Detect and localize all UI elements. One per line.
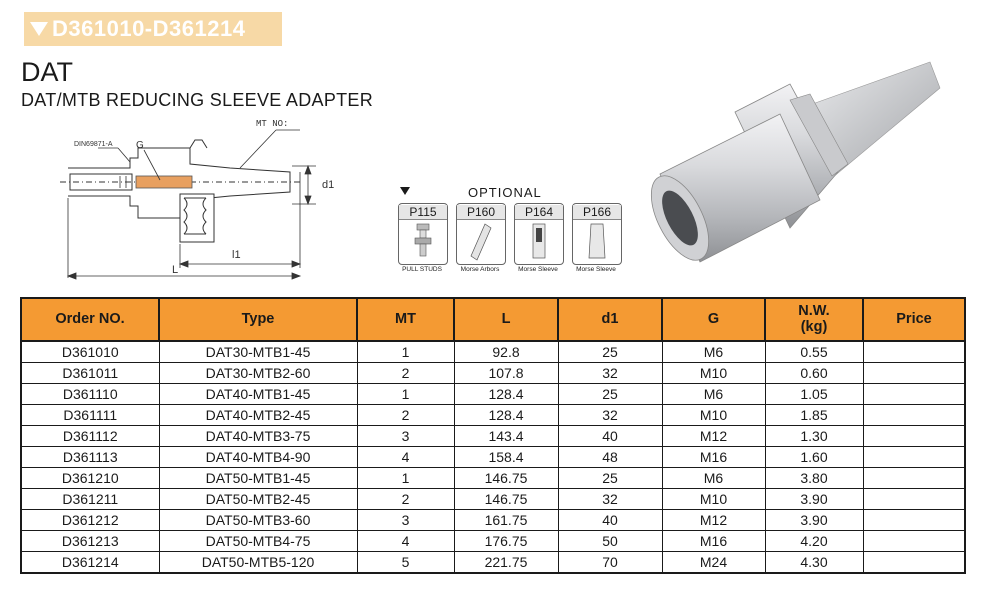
technical-drawing [60,118,360,288]
table-row [21,489,965,510]
cell-mt: 3 [357,510,454,531]
option-caption: Morse Sleeve [576,266,616,273]
cell-g: M6 [662,468,765,489]
cell-l: 146.75 [454,468,558,489]
cell-nw: 1.30 [765,426,863,447]
cell-d1: 32 [558,363,662,384]
cell-nw: 0.60 [765,363,863,384]
cell-l: 161.75 [454,510,558,531]
cell-l: 176.75 [454,531,558,552]
column-header-l: L [454,298,558,341]
optional-item-p115 [398,203,448,265]
option-caption: Morse Sleeve [518,266,558,273]
column-header-g: G [662,298,765,341]
table-header-row [21,298,965,341]
cell-price [863,489,965,510]
cell-price [863,405,965,426]
d1-label: d1 [322,179,335,191]
table-row [21,363,965,384]
cell-nw: 3.90 [765,510,863,531]
table-row [21,552,965,574]
cell-d1: 32 [558,489,662,510]
optional-item-p164 [514,203,564,265]
page-subtitle: DAT/MTB REDUCING SLEEVE ADAPTER [21,90,374,110]
table-row [21,384,965,405]
cell-nw: 3.80 [765,468,863,489]
cell-price [863,426,965,447]
cell-price [863,510,965,531]
cell-mt: 1 [357,468,454,489]
cell-order-no: D361213 [21,531,159,552]
cell-l: 146.75 [454,489,558,510]
morse-arbor-icon [457,220,505,264]
cell-price [863,531,965,552]
cell-type: DAT50-MTB1-45 [159,468,357,489]
column-header-price: Price [863,298,965,341]
optional-title: OPTIONAL [468,185,542,200]
cell-nw: 4.20 [765,531,863,552]
cell-type: DAT40-MTB3-75 [159,426,357,447]
column-header-mt: MT [357,298,454,341]
cell-mt: 1 [357,384,454,405]
cell-g: M24 [662,552,765,574]
option-code: P164 [515,205,563,220]
cell-price [863,552,965,574]
optional-item-p166 [572,203,622,265]
cell-nw: 1.85 [765,405,863,426]
cell-mt: 2 [357,489,454,510]
cell-l: 128.4 [454,384,558,405]
cell-g: M6 [662,384,765,405]
cell-d1: 25 [558,341,662,363]
cell-price [863,363,965,384]
cell-d1: 25 [558,468,662,489]
nw-label: N.W. [798,303,830,320]
column-header-nw [765,298,863,341]
down-triangle-icon [30,22,48,36]
cell-d1: 40 [558,510,662,531]
morse-sleeve-icon [573,220,621,264]
table-row [21,531,965,552]
cell-type: DAT40-MTB4-90 [159,447,357,468]
cell-order-no: D361011 [21,363,159,384]
cell-nw: 3.90 [765,489,863,510]
cell-d1: 25 [558,384,662,405]
cell-price [863,468,965,489]
cell-type: DAT50-MTB4-75 [159,531,357,552]
cell-mt: 3 [357,426,454,447]
cell-price [863,341,965,363]
cell-d1: 32 [558,405,662,426]
table-row [21,510,965,531]
option-caption: Morse Arbors [460,266,500,273]
cell-g: M10 [662,405,765,426]
cell-type: DAT30-MTB1-45 [159,341,357,363]
page-title: DAT [21,57,73,87]
cell-l: 221.75 [454,552,558,574]
cell-type: DAT40-MTB2-45 [159,405,357,426]
spec-table [20,297,966,574]
cell-price [863,384,965,405]
cell-d1: 40 [558,426,662,447]
optional-item-p160 [456,203,506,265]
column-header-d1: d1 [558,298,662,341]
cell-mt: 2 [357,363,454,384]
cell-d1: 50 [558,531,662,552]
kg-label: (kg) [800,318,828,335]
din-label: DIN69871-A [74,141,113,148]
cell-g: M16 [662,447,765,468]
cell-l: 128.4 [454,405,558,426]
l1-label: l1 [232,249,241,261]
cell-type: DAT30-MTB2-60 [159,363,357,384]
cell-nw: 1.60 [765,447,863,468]
cell-mt: 5 [357,552,454,574]
cell-d1: 48 [558,447,662,468]
cell-mt: 1 [357,341,454,363]
cell-d1: 70 [558,552,662,574]
table-row [21,426,965,447]
cell-type: DAT50-MTB5-120 [159,552,357,574]
cell-order-no: D361113 [21,447,159,468]
down-triangle-icon [400,187,410,195]
cell-order-no: D361112 [21,426,159,447]
cell-type: DAT50-MTB3-60 [159,510,357,531]
cell-order-no: D361110 [21,384,159,405]
code-range-label: D361010-D361214 [52,16,246,41]
cell-g: M6 [662,341,765,363]
table-row [21,447,965,468]
cell-l: 92.8 [454,341,558,363]
cell-g: M10 [662,489,765,510]
cell-l: 107.8 [454,363,558,384]
morse-sleeve-icon [515,220,563,264]
cell-type: DAT40-MTB1-45 [159,384,357,405]
column-header-order-no: Order NO. [21,298,159,341]
cell-nw: 0.55 [765,341,863,363]
cell-mt: 2 [357,405,454,426]
cell-mt: 4 [357,531,454,552]
option-code: P115 [399,205,447,220]
optional-accessories [398,185,628,285]
g-label: G [136,140,144,151]
L-label: L [172,264,179,276]
cell-nw: 4.30 [765,552,863,574]
option-code: P166 [573,205,621,220]
cell-g: M16 [662,531,765,552]
cell-order-no: D361211 [21,489,159,510]
option-code: P160 [457,205,505,220]
product-code-banner [24,12,282,46]
cell-order-no: D361212 [21,510,159,531]
cell-l: 158.4 [454,447,558,468]
cell-mt: 4 [357,447,454,468]
cell-g: M10 [662,363,765,384]
column-header-type: Type [159,298,357,341]
cell-l: 143.4 [454,426,558,447]
table-body [21,341,965,573]
cell-g: M12 [662,510,765,531]
cell-price [863,447,965,468]
table-row [21,341,965,363]
table-row [21,405,965,426]
cell-order-no: D361111 [21,405,159,426]
mt-label: MT NO: [256,119,289,129]
cell-g: M12 [662,426,765,447]
pull-stud-icon [399,220,447,264]
option-caption: PULL STUDS [402,266,442,273]
cell-order-no: D361010 [21,341,159,363]
cell-nw: 1.05 [765,384,863,405]
product-photo [640,40,950,280]
cell-order-no: D361210 [21,468,159,489]
cell-type: DAT50-MTB2-45 [159,489,357,510]
table-row [21,468,965,489]
cell-order-no: D361214 [21,552,159,574]
